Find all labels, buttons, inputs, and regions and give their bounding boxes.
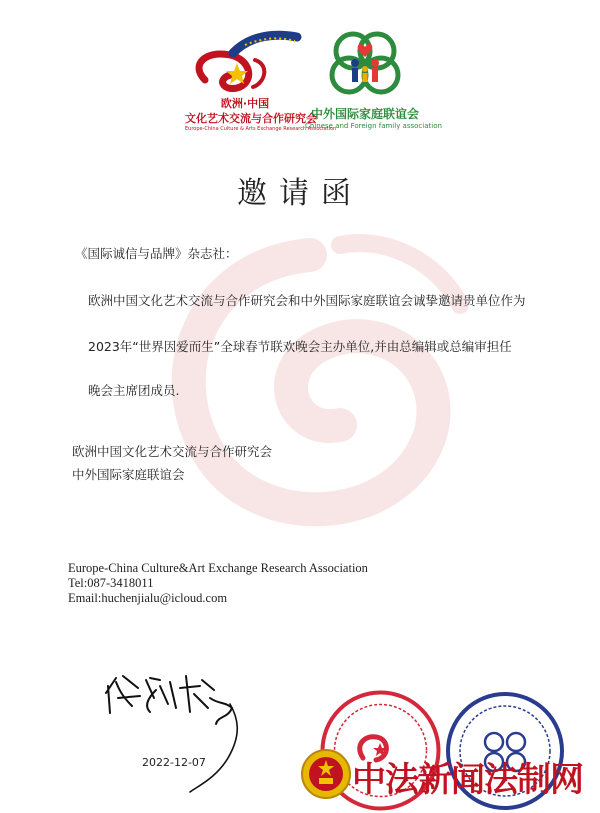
signatory-2: 中外国际家庭联谊会: [72, 467, 185, 482]
salutation: 《国际诚信与品牌》杂志社：: [75, 246, 238, 261]
family-association-logo: [305, 25, 442, 130]
body-line-2: 2023年“世界因爱而生”全球春节联欢晚会主办单位,并由总编辑或总编审担任: [88, 339, 512, 354]
contact-email: Email:huchenjialu@icloud.com: [68, 591, 228, 605]
handwritten-signature: [98, 668, 258, 793]
court-emblem-icon: [300, 748, 352, 800]
body-line-1: 欧洲中国文化艺术交流与合作研究会和中外国际家庭联谊会诚挚邀请贵单位作为: [88, 293, 526, 308]
europe-china-association-logo: [185, 25, 337, 132]
body-line-3: 晚会主席团成员.: [88, 383, 180, 398]
contact-tel: Tel:087-3418011: [68, 576, 154, 590]
document-date: 2022-12-07: [142, 756, 206, 769]
signatory-1: 欧洲中国文化艺术交流与合作研究会: [72, 444, 273, 459]
site-watermark-text: 中法新闻法制网: [352, 760, 583, 800]
page-title: 邀请函: [237, 176, 363, 211]
logo-left-name-cn: 欧洲·中国: [220, 97, 270, 110]
logo-left-name-en: Europe-China Culture & Arts Exchange Research Association: [185, 126, 337, 132]
logo-left-name-cn-2: 文化艺术交流与合作研究会: [185, 112, 317, 125]
logo-right-name-cn: 中外国际家庭联谊会: [310, 107, 419, 121]
red-swirl-star-icon: [185, 25, 305, 97]
logo-right-name-en: Chinese and Foreign family association: [305, 122, 442, 130]
clover-family-icon: [325, 25, 405, 105]
background-swirl-watermark: [140, 225, 480, 565]
contact-org-en: Europe-China Culture&Art Exchange Research Association: [68, 561, 368, 575]
